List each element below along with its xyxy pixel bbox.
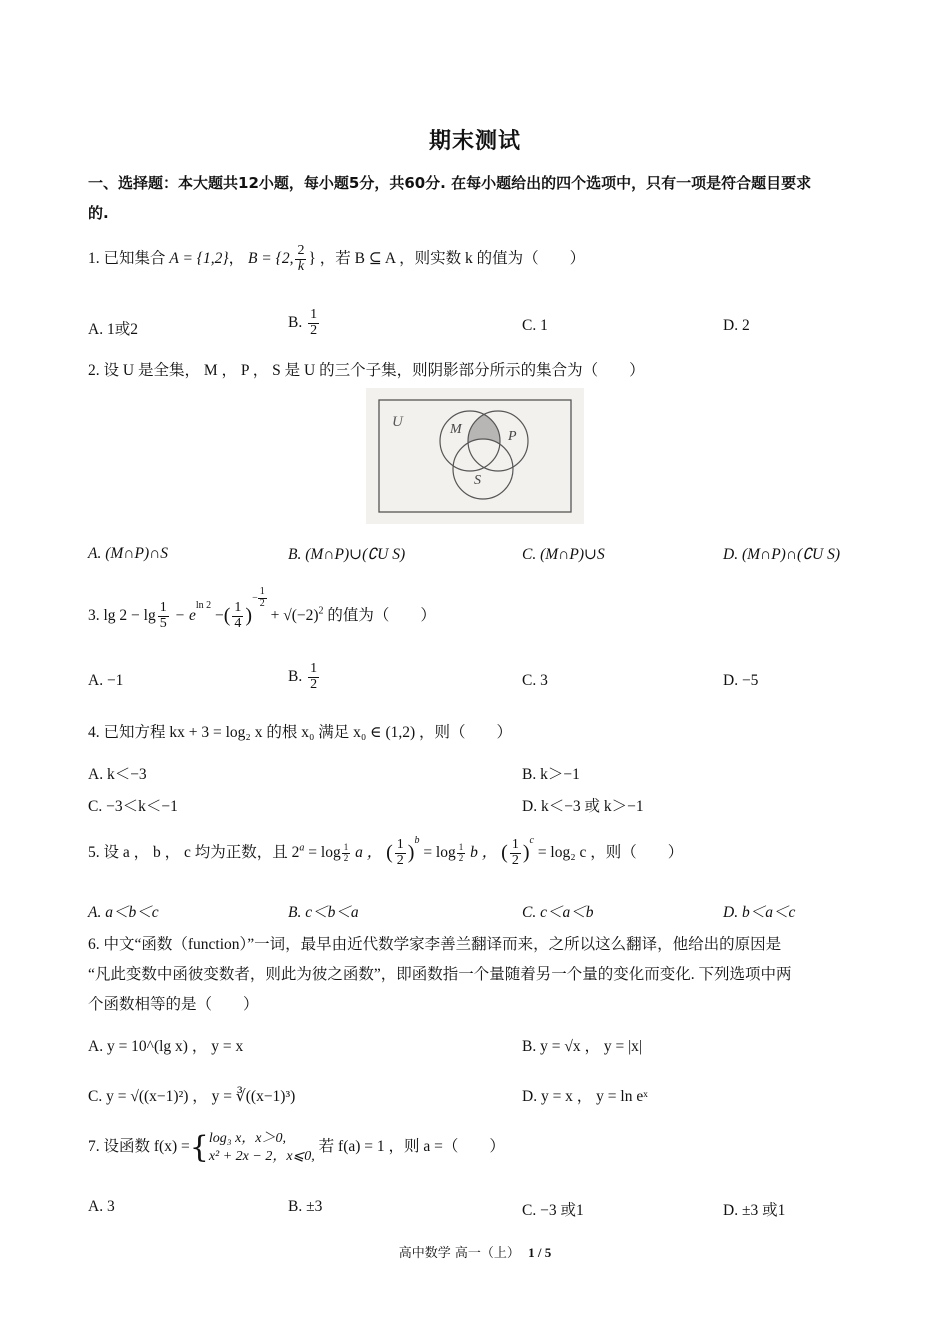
q6-option-b[interactable]: B. y = √x ， y = |x| — [522, 1038, 643, 1055]
q1-option-b-den: 2 — [310, 322, 318, 338]
q3-exp-den: 2 — [259, 597, 265, 609]
q1-set-b-pre: B = {2, — [247, 249, 294, 267]
q5-p2-exp: b — [414, 834, 420, 846]
q7-tail: 若 f(a) = 1 ，则 a =（ ） — [318, 1138, 505, 1156]
q1-set-a: A = {1,2} — [169, 249, 229, 267]
q5-p3-paren-close: ) — [522, 841, 530, 864]
q5-p2-half — [395, 838, 406, 868]
venn-label-m: M — [450, 422, 462, 437]
q5-p3-half-num: 1 — [511, 837, 519, 852]
q7-brace: { — [189, 1130, 209, 1165]
q3-frac-2-den: 4 — [234, 615, 242, 631]
q1-frac-num: 2 — [297, 243, 305, 258]
section-instructions-line2: 的. — [88, 204, 109, 222]
q5-p1-eq: = log — [308, 843, 341, 861]
q4-option-a[interactable]: A. k＜−3 — [88, 766, 147, 783]
q4-option-d[interactable]: D. k＜−3 或 k＞−1 — [522, 798, 644, 815]
q3-expr-d: + √(−2) — [270, 606, 319, 624]
q3-paren-open: ( — [223, 604, 231, 627]
q1-set-b-post: } — [308, 249, 316, 267]
q1-sep: ， — [228, 249, 245, 267]
question-6-line3: 个函数相等的是（ ） — [88, 996, 259, 1013]
page-title: 期末测试 — [428, 129, 521, 154]
q5-p2-var: b ， — [470, 843, 498, 861]
question-6-line1: 6. 中文“函数（function）”一词，最早由近代数学家李善兰翻译而来，之所以这么翻译，他给出的原因是 — [88, 936, 782, 953]
q6-option-d[interactable]: D. y = x ， y = ln eˣ — [522, 1088, 648, 1105]
q3-frac-1-num: 1 — [159, 600, 167, 615]
q5-log-base-2-den: 2 — [458, 852, 464, 863]
q3-option-b[interactable] — [288, 662, 321, 692]
question-4: 4. 已知方程 kx + 3 = log₂ x 的根 x₀ 满足 x₀ ∈ (1,2) ，则（ ） — [88, 724, 513, 741]
q1-option-d[interactable]: D. 2 — [723, 317, 750, 334]
q1-number: 1. 已知集合 — [88, 249, 166, 267]
q5-option-b[interactable]: B. c＜b＜a — [288, 904, 359, 921]
q3-exponent — [252, 587, 267, 609]
q5-p1-base: 2 — [291, 843, 300, 861]
q3-option-b-label: B. — [288, 667, 303, 685]
q5-p2-paren-open: ( — [386, 841, 393, 864]
q5-log-base-2-num: 1 — [458, 842, 464, 853]
q5-p1-var: a ， — [355, 843, 383, 861]
q5-log-base-1-den: 2 — [343, 852, 349, 863]
q1-option-b-label: B. — [288, 313, 303, 331]
q1-option-b-num: 1 — [310, 307, 318, 322]
q5-p3-exp: c — [529, 834, 534, 846]
q5-p3-eq: = log₂ c ，则（ ） — [537, 843, 684, 861]
q2-option-c[interactable]: C. (M∩P)∪S — [522, 546, 605, 563]
q3-exp-frac — [258, 587, 267, 609]
q5-p2-paren-close: ) — [407, 841, 415, 864]
q3-option-c[interactable]: C. 3 — [522, 672, 548, 689]
q6-option-a[interactable]: A. y = 10^(lg x) ， y = x — [88, 1038, 244, 1055]
page-number: 1 / 5 — [528, 1245, 552, 1260]
q3-option-a[interactable]: A. −1 — [88, 672, 124, 689]
q7-piece-2: x² + 2x − 2，x⩽0, — [208, 1148, 315, 1164]
q5-lead: 5. 设 a ， b ， c 均为正数，且 — [88, 843, 288, 861]
q5-p1-exp: a — [299, 842, 305, 854]
q3-expr-a: lg 2 − lg — [103, 606, 156, 624]
q5-p2-half-den: 2 — [396, 852, 404, 868]
q7-option-d[interactable]: D. ±3 或1 — [723, 1202, 786, 1219]
footer-text: 高中数学 高一（上） — [398, 1246, 520, 1261]
question-6-line2: “凡此变数中函彼变数者，则此为彼之函数”，即函数指一个量随着另一个量的变化而变化. 下列选项中两 — [88, 966, 792, 983]
q1-frac-den: k — [297, 258, 305, 274]
q3-frac-1 — [158, 601, 169, 631]
q7-piecewise — [209, 1130, 315, 1165]
q3-number: 3. — [88, 606, 100, 624]
q7-option-c[interactable]: C. −3 或1 — [522, 1202, 584, 1219]
q7-piece-1: log₃ x，x＞0, — [208, 1131, 287, 1146]
q5-p2-eq: = log — [423, 843, 456, 861]
q4-option-b[interactable]: B. k＞−1 — [522, 766, 580, 783]
q3-option-b-fraction — [308, 662, 319, 692]
q3-exp-neg: − — [252, 592, 258, 604]
q3-expr-b: − e — [174, 606, 196, 624]
q5-log-base-1 — [342, 843, 351, 863]
q3-frac-1-den: 5 — [159, 615, 167, 631]
q3-exp-sq: 2 — [318, 605, 324, 617]
q3-exp-e: ln 2 — [195, 599, 212, 611]
q2-option-b[interactable]: B. (M∩P)∪(∁U S) — [288, 546, 406, 563]
q4-option-c[interactable]: C. −3＜k＜−1 — [88, 798, 178, 815]
section-instructions-line1: 一、选择题：本大题共12小题，每小题5分，共60分. 在每小题给出的四个选项中，只有一项是符合题目要求 — [88, 174, 812, 192]
q5-p2-half-num: 1 — [396, 837, 404, 852]
q1-option-c[interactable]: C. 1 — [522, 317, 548, 334]
q5-option-a[interactable]: A. a＜b＜c — [88, 904, 159, 921]
q3-frac-2 — [232, 601, 243, 631]
q7-option-b[interactable]: B. ±3 — [288, 1198, 323, 1215]
q3-option-b-num: 1 — [310, 661, 318, 676]
q5-log-base-1-num: 1 — [343, 842, 349, 853]
venn-diagram — [366, 388, 584, 524]
q1-tail: ，若 B ⊆ A ，则实数 k 的值为（ ） — [319, 249, 586, 267]
q3-expr-c: − — [214, 606, 224, 624]
question-5 — [88, 834, 868, 868]
q1-option-b-fraction — [308, 308, 319, 338]
q5-log-base-2 — [457, 843, 466, 863]
q5-option-d[interactable]: D. b＜a＜c — [723, 904, 796, 921]
q5-option-c[interactable]: C. c＜a＜b — [522, 904, 594, 921]
q3-exp-num: 1 — [259, 586, 265, 597]
q6-option-c[interactable]: C. y = √((x−1)²) ， y = ∛((x−1)³) — [88, 1088, 296, 1105]
q3-option-d[interactable]: D. −5 — [723, 672, 759, 689]
q5-p3-half — [510, 838, 521, 868]
venn-label-u: U — [392, 414, 403, 430]
q3-paren-close: ) — [245, 604, 253, 627]
question-7 — [88, 1130, 868, 1165]
question-2: 2. 设 U 是全集， M ， P ， S 是 U 的三个子集，则阴影部分所示的集合为（ ） — [88, 362, 645, 379]
venn-label-p: P — [508, 429, 517, 444]
question-3 — [88, 586, 868, 631]
q3-tail: 的值为（ ） — [327, 606, 436, 624]
q1-fraction — [295, 244, 306, 274]
q2-option-d[interactable]: D. (M∩P)∩(∁U S) — [723, 546, 841, 563]
q5-p3-half-den: 2 — [511, 852, 519, 868]
page-footer — [0, 1242, 950, 1261]
q5-p3-paren-open: ( — [501, 841, 508, 864]
q7-lead: 7. 设函数 f(x) = — [88, 1138, 190, 1156]
q3-frac-2-num: 1 — [234, 600, 242, 615]
question-1 — [88, 244, 868, 274]
venn-label-s: S — [474, 473, 481, 488]
q1-option-a[interactable]: A. 1或2 — [88, 321, 138, 338]
q3-option-b-den: 2 — [310, 676, 318, 692]
q1-option-b[interactable] — [288, 308, 321, 338]
q7-option-a[interactable]: A. 3 — [88, 1198, 115, 1215]
q2-option-a[interactable]: A. (M∩P)∩S — [88, 545, 169, 562]
